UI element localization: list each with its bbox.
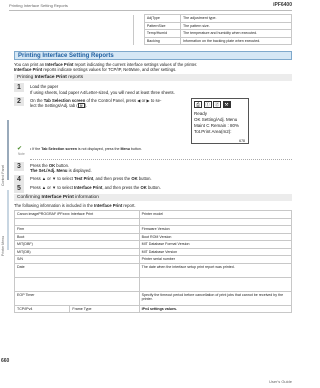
side-index	[0, 120, 9, 320]
table-row	[14, 30, 292, 38]
table-cell: Printer serial number	[139, 256, 291, 264]
print-tab-icon: ⎙	[194, 101, 202, 108]
step-5: 5 Press ▲ or ▼ to select Interface Print, and then press the OK button.	[14, 185, 292, 190]
breadcrumb: Printing Interface Setting Reports	[9, 3, 68, 8]
side-tab-printer-menu[interactable]: Printer Menu	[1, 235, 5, 256]
table-row	[15, 248, 292, 256]
table-row	[15, 233, 292, 241]
procedure-heading: Printing Interface Print reports	[14, 74, 292, 81]
header-rule	[9, 10, 292, 11]
table-cell: Backing	[144, 37, 180, 45]
media-tab-icon: Ⓩ	[214, 101, 220, 107]
table-cell: MIT Database Format Version	[139, 241, 291, 249]
table-row	[15, 291, 292, 305]
table-cell	[139, 218, 291, 226]
step-number: 3	[14, 162, 24, 171]
table-cell: MIT Database Version	[139, 248, 291, 256]
note-label: Note	[18, 152, 25, 157]
table-row	[15, 305, 292, 313]
intro-paragraph: You can print an Interface Print report indicating the current interface settings values of the printer. Interface Print reports indicate settings values for TCP/IP, NetWare, and other settings.	[14, 62, 198, 73]
interface-print-table	[14, 210, 292, 313]
table-cell: The pattern size.	[180, 22, 291, 30]
settings-tab-icon: ⚒	[224, 101, 229, 107]
table-row	[15, 256, 292, 264]
table-cell: MIT(DBF)	[15, 241, 140, 249]
table-cell: MIT(DB)	[15, 248, 140, 256]
table-cell: Information on the backing plate when executed.	[180, 37, 291, 45]
table-row	[15, 263, 292, 277]
table-row	[15, 277, 292, 291]
table-row	[15, 218, 292, 226]
table-cell: Date	[15, 263, 140, 277]
table-cell: Temp/Humid	[144, 30, 180, 38]
table-cell	[15, 218, 140, 226]
table-row	[15, 241, 292, 249]
table-row	[14, 15, 292, 23]
table-cell: Boot	[15, 233, 140, 241]
settings-tab-icon: ⚒	[79, 104, 83, 109]
table-cell: Boot ROM Version	[139, 233, 291, 241]
footer-guide: User's Guide	[269, 379, 292, 384]
confirm-description: The following information is included in the Interface Print report.	[14, 202, 136, 208]
section-title: Printing Interface Setting Reports	[14, 51, 292, 60]
table-cell: TCP/IPv4	[15, 305, 70, 313]
step-number: 5	[14, 184, 24, 193]
table-cell: Firm	[15, 226, 140, 234]
table-row	[15, 211, 292, 219]
step-2: 2 On the Tab Selection screen of the Control Panel, press ◀ or ▶ to se- lect the Settings/Adj. tab ( ⚒ ). ⎙ Ⓘ Ⓩ ⚒ Ready OK Setting/Adj. Menu Maint C Remain : 80% Tot.Print Area(m2): 678	[14, 98, 292, 144]
side-index-bar	[7, 190, 9, 250]
display-value: 678	[239, 138, 245, 143]
table-cell: Specify the timeout period before cancellation of print jobs that cannot be received by the printer.	[139, 291, 291, 305]
table-row	[15, 226, 292, 234]
display-line: Maint C Remain : 80%	[194, 122, 240, 128]
table-cell: The date when the interface setup print report was printed.	[139, 263, 291, 277]
side-index-bar	[7, 120, 9, 180]
side-tab-control-panel[interactable]: Control Panel	[1, 164, 5, 186]
table-cell: IPv4 settings values.	[139, 305, 291, 313]
tab-icons	[194, 101, 231, 108]
step-number: 1	[14, 83, 24, 92]
step-1: 1 Load the paper If using sheets, load paper A4/Letter-sized, you will need at least three sheets.	[14, 84, 292, 94]
table-cell: S/N	[15, 256, 140, 264]
check-icon: ✔	[17, 145, 23, 152]
table-cell: Firmware Version	[139, 226, 291, 234]
table-row	[14, 22, 292, 30]
adjustment-table	[14, 14, 292, 45]
display-line: OK Setting/Adj. Menu	[194, 116, 238, 122]
model-name: iPF6400	[273, 2, 292, 8]
step-4: 4 Press ▲ or ▼ to select Test Print, and then press the OK button.	[14, 176, 292, 181]
display-line: Tot.Print Area(m2):	[194, 128, 232, 134]
table-cell: Canon imagePROGRAF iPFxxxx Interface Print	[15, 211, 140, 219]
step-number: 2	[14, 97, 24, 106]
display-line: Ready	[194, 110, 208, 116]
table-cell	[15, 277, 140, 291]
page-number: 660	[1, 358, 10, 364]
table-cell	[139, 277, 291, 291]
table-cell: PatternSize	[144, 22, 180, 30]
table-cell: Frame Type	[70, 305, 139, 313]
table-cell: Printer model	[139, 211, 291, 219]
table-row	[14, 37, 292, 45]
table-cell: EOP Timer	[15, 291, 140, 305]
step-number: 4	[14, 175, 24, 184]
page-content	[14, 14, 292, 313]
confirm-heading: Confirming Interface Print information	[14, 194, 292, 201]
control-panel-display	[191, 98, 249, 144]
table-cell: The temperature and humidity when executed.	[180, 30, 291, 38]
note-box: ✔ • If the Tab Selection screen is not displayed, press the Menu button. Note	[14, 147, 292, 160]
table-cell: The adjustment type.	[180, 15, 291, 23]
step-3: 3 Press the OK button. The Set./Adj. Menu is displayed.	[14, 163, 292, 173]
table-cell: AdjType	[144, 15, 180, 23]
info-tab-icon: Ⓘ	[205, 101, 210, 107]
